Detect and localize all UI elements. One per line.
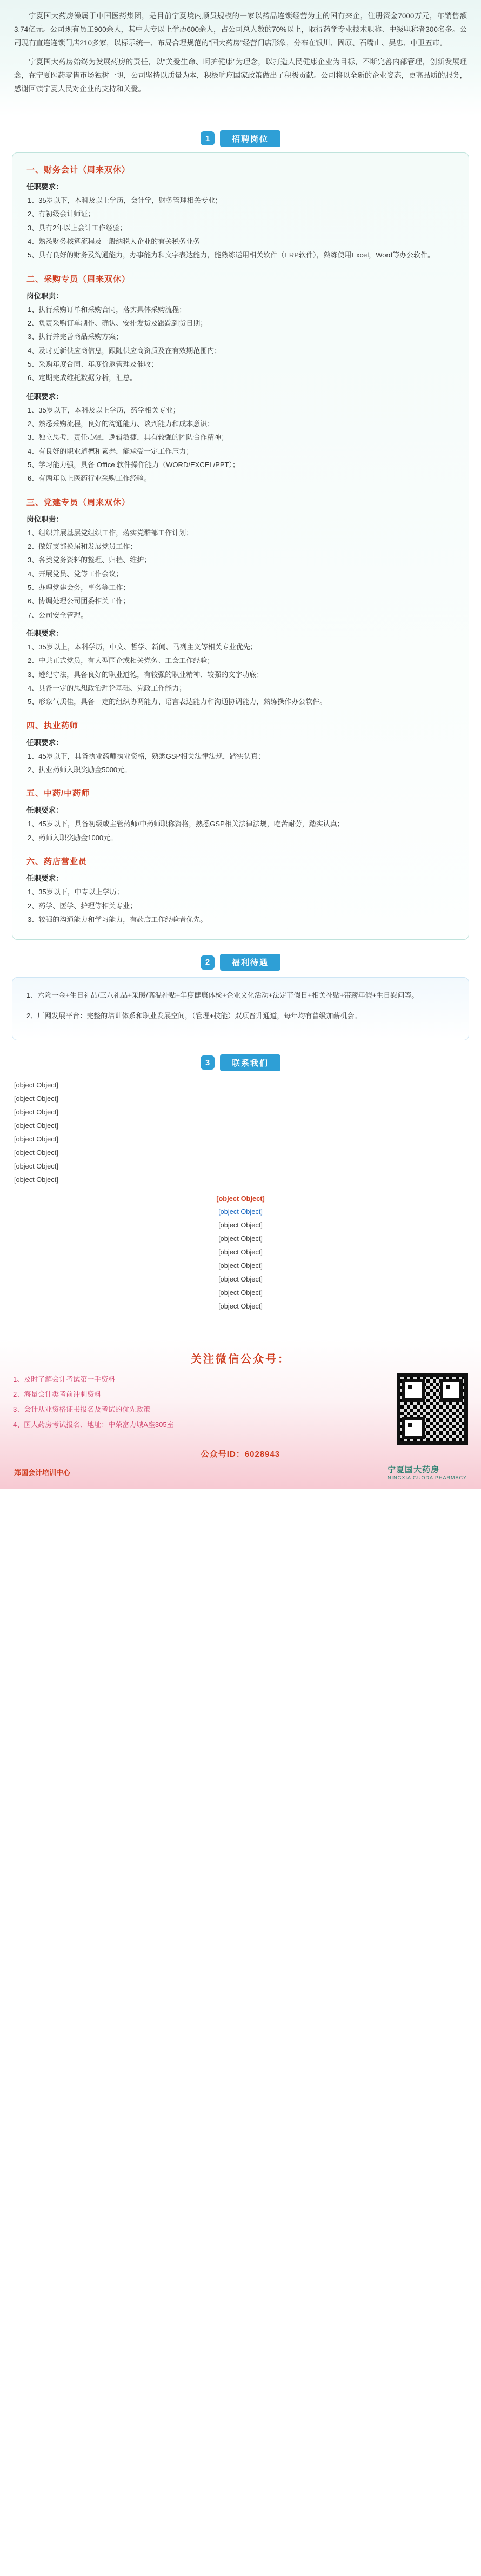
job-line: 2、药学、医学、护理等相关专业； <box>28 901 137 910</box>
qr-finder-icon <box>402 1379 425 1402</box>
job-line: 3、执行并完善商品采购方案； <box>28 333 123 341</box>
job-title: 六、药店营业员 <box>26 857 88 867</box>
job-subhead: 岗位职责： <box>26 515 63 523</box>
job-subhead: 任职要求： <box>26 182 63 191</box>
job-line: 3、较强的沟通能力和学习能力，有药店工作经验者优先。 <box>28 915 208 924</box>
contact-worksite-1: [object Object] <box>14 1134 58 1143</box>
job-subhead: 任职要求： <box>26 629 63 638</box>
training-center-staff-phone-4[interactable]: [object Object] <box>218 1302 263 1311</box>
job-line: 1、35岁以下，本科及以上学历，会计学，财务管理相关专业； <box>28 196 222 204</box>
section-header-jobs <box>0 130 481 147</box>
job-line: 4、有良好的职业道德和素养，能承受一定工作压力； <box>28 447 193 455</box>
promo-benefit-list <box>13 1372 390 1433</box>
qr-finder-icon <box>440 1379 463 1402</box>
wechat-public-id: 公众号ID：6028943 <box>201 1450 280 1459</box>
job-subhead: 任职要求： <box>26 806 63 815</box>
job-line: 1、执行采购订单和采购合同，落实具体采购流程； <box>28 305 186 314</box>
job-line: 1、35岁以上，本科学历，中文、哲学、新闻、马列主义等相关专业优先； <box>28 643 257 652</box>
job-line: 5、学习能力强，具备 Office 软件操作能力（WORD/EXCEL/PPT）； <box>28 460 239 469</box>
wechat-promo-section <box>0 1339 481 1489</box>
intro-section <box>0 0 481 116</box>
job-title: 一、财务会计（周来双休） <box>26 165 131 175</box>
contact-interview-label: [object Object] <box>14 1161 58 1170</box>
contact-person-label: [object Object] <box>14 1121 58 1130</box>
job-line: 5、采购年度合同、年度价返管理及催收； <box>28 360 158 368</box>
contact-hotline-label: [object Object] <box>14 1094 58 1103</box>
promo-list-item: 3、会计从业资格证书报名及考试的优先政策 <box>13 1405 151 1414</box>
company-name-en: NINGXIA GUODA PHARMACY <box>387 1475 467 1481</box>
job-line: 3、具有2年以上会计工作经验； <box>28 223 127 232</box>
job-line: 2、负责采购订单制作、确认、安排发货及跟踪到货日期； <box>28 318 208 327</box>
job-line: 2、有初级会计师证； <box>28 210 95 218</box>
promo-title: 关注微信公众号： <box>191 1353 290 1366</box>
job-line: 6、协调处理公司团委相关工作； <box>28 597 130 606</box>
section-header-contact <box>0 1054 481 1071</box>
section-label-benefits: 福利待遇 <box>220 954 280 971</box>
job-subhead: 岗位职责： <box>26 291 63 300</box>
job-line: 1、45岁以下，具备初级或主管药师/中药师职称资格，熟悉GSP相关法律法规，吃苦耐劳，踏实认真； <box>28 820 344 828</box>
training-center-staff-phone-3[interactable]: [object Object] <box>218 1289 263 1297</box>
job-line: 2、药师入职奖励金1000元。 <box>28 833 118 842</box>
job-title: 五、中药/中药师 <box>26 789 90 799</box>
job-line: 2、执业药师入职奖励金5000元。 <box>28 766 132 774</box>
training-center-address: [object Object] <box>218 1221 263 1230</box>
section-number-2: 2 <box>201 955 215 970</box>
training-center-staff-phone-2[interactable]: [object Object] <box>218 1275 263 1284</box>
job-line: 3、各类党务资料的整理、归档、维护； <box>28 556 151 565</box>
job-line: 5、办理党建会务，事务等工作； <box>28 583 130 592</box>
wechat-qr-code[interactable] <box>397 1373 468 1445</box>
job-title: 三、党建专员（周来双休） <box>26 497 131 507</box>
section-number-3: 3 <box>201 1055 215 1070</box>
job-line: 2、中共正式党员，有大型国企或相关党务、工会工作经验； <box>28 656 215 665</box>
job-line: 5、具有良好的财务及沟通能力，办事能力和文字表达能力，能熟练运用相关软件（ERP软件），熟练使用Excel，Word等办公软件。 <box>28 251 435 260</box>
job-subhead: 任职要求： <box>26 874 63 883</box>
job-line: 2、做好支部换届和发展党员工作； <box>28 542 137 550</box>
job-line: 1、组织并展基层党组织工作，落实党群部工作计划； <box>28 528 193 537</box>
promo-list-item: 1、及时了解会计考试第一手资料 <box>13 1375 116 1384</box>
benefit-item: 1、六险一金+生日礼品/三八礼品+采暖/高温补贴+年度健康体检+企业文化活动+法定节假日+相关补贴+带薪年假+生日慰问等。 <box>26 991 419 1000</box>
section-label-jobs: 招聘岗位 <box>220 130 280 147</box>
job-line: 4、熟悉财务核算流程及一般纳税人企业的有关税务业务 <box>28 237 201 245</box>
job-line: 6、定期完成维托数据分析，汇总。 <box>28 374 137 382</box>
contact-email[interactable]: [object Object] <box>14 1080 58 1089</box>
contact-interview-address: [object Object] <box>14 1175 58 1184</box>
benefits-list <box>12 977 469 1040</box>
promo-list-item: 4、国大药房考试报名、地址：中荣富力城A座305室 <box>13 1420 174 1429</box>
job-subhead: 任职要求： <box>26 738 63 747</box>
benefit-item: 2、厂网发展平台：完整的培训体系和职业发展空间，（管理+技能）双项晋升通道，每年均有普级加薪机会。 <box>26 1011 362 1020</box>
promo-footer-right <box>388 1464 467 1480</box>
training-center-staff-phone-1[interactable]: [object Object] <box>218 1262 263 1270</box>
company-name: 宁夏国大药房 <box>387 1465 439 1475</box>
training-center-main-phone[interactable]: [object Object] <box>218 1248 263 1257</box>
section-number-1: 1 <box>201 131 215 145</box>
job-line: 4、开展党员、党等工作会议； <box>28 569 123 578</box>
intro-paragraph-1: 宁夏国大药房澡属于中国医药集团，是目前宁夏境内顺员规模的一家以药品连锁经营为主的国有来企，注册资金7000万元，年销售额3.74亿元。公司现有员工900余人，其中大专以上学历600余人，占公司总人数的70%以上，取得药学专业技术职称、中级职称者300名多。公司现有直连连锁门店210多家，以标示统一、布局合理规范的“国大药房”经营门店形象，分布在银川、固原、石嘴山、吴忠、中卫五市。 <box>14 12 467 47</box>
job-line: 3、遵纪守法，具备良好的职业道德，有较强的职业精神、较强的文字功底； <box>28 670 264 679</box>
job-title: 二、采购专员（周来双休） <box>26 274 131 284</box>
training-center-phone-label: [object Object] <box>218 1234 263 1243</box>
promo-footer <box>0 1460 481 1489</box>
job-subhead: 任职要求： <box>26 392 63 401</box>
jobs-list <box>12 152 469 940</box>
contact-block <box>14 1079 467 1313</box>
promo-body <box>0 1369 481 1445</box>
intro-paragraph-2: 宁夏国大药房始终为发展药房的责任，以“关爱生命、呵护健康”为理念，以打造人民健康企业为目标，不断完善内部管理，创新发展理念，在宁夏医药零售市场独树一帜，公司坚持以质量为本，积极响应国家政策做出了积极贡献。公司将以全新的企业姿态，更高品质的服务，感谢回馈宁夏人民对企业的支持和关爱。 <box>14 57 467 93</box>
training-center-name: [object Object] <box>216 1194 265 1203</box>
section-header-benefits <box>0 954 481 971</box>
job-line: 6、有两年以上医药行业采购工作经验。 <box>28 474 151 483</box>
job-line: 5、形象气质佳，具备一定的组织协调能力、语言表达能力和沟通协调能力，熟练操作办公软件。 <box>28 698 327 706</box>
section-label-contact: 联系我们 <box>220 1054 280 1071</box>
training-center-website[interactable]: [object Object] <box>218 1207 263 1216</box>
job-line: 1、35岁以下，本科及以上学历，药学相关专业； <box>28 406 180 414</box>
job-line: 4、具备一定的思想政治理论基础、党政工作能力； <box>28 684 186 693</box>
job-line: 7、公司安全管理。 <box>28 610 88 619</box>
contact-worksite-2: [object Object] <box>14 1148 58 1157</box>
job-line: 1、45岁以下，具备执业药师执业资格，熟悉GSP相关法律法规，踏实认真； <box>28 752 265 760</box>
job-line: 1、35岁以下，中专以上学历； <box>28 888 124 897</box>
job-line: 4、及时更新供应商信息，跟随供应商资质及在有效期范围内； <box>28 346 222 355</box>
qr-finder-icon <box>402 1417 425 1439</box>
bottom-spacer <box>0 1313 481 1327</box>
contact-phone-numbers[interactable]: [object Object] <box>14 1107 58 1116</box>
job-title: 四、执业药师 <box>26 721 79 731</box>
contact-spacer <box>14 1187 467 1192</box>
job-line: 3、独立思考，责任心强，逻辑敏捷，具有较强的团队合作精神； <box>28 433 229 442</box>
job-line: 2、熟悉采购流程，良好的沟通能力、谈判能力和成本意识； <box>28 419 215 428</box>
promo-footer-left: 郑国会计培训中心 <box>14 1469 71 1477</box>
promo-list-item: 2、海量会计类考前冲刺资料 <box>13 1390 102 1399</box>
